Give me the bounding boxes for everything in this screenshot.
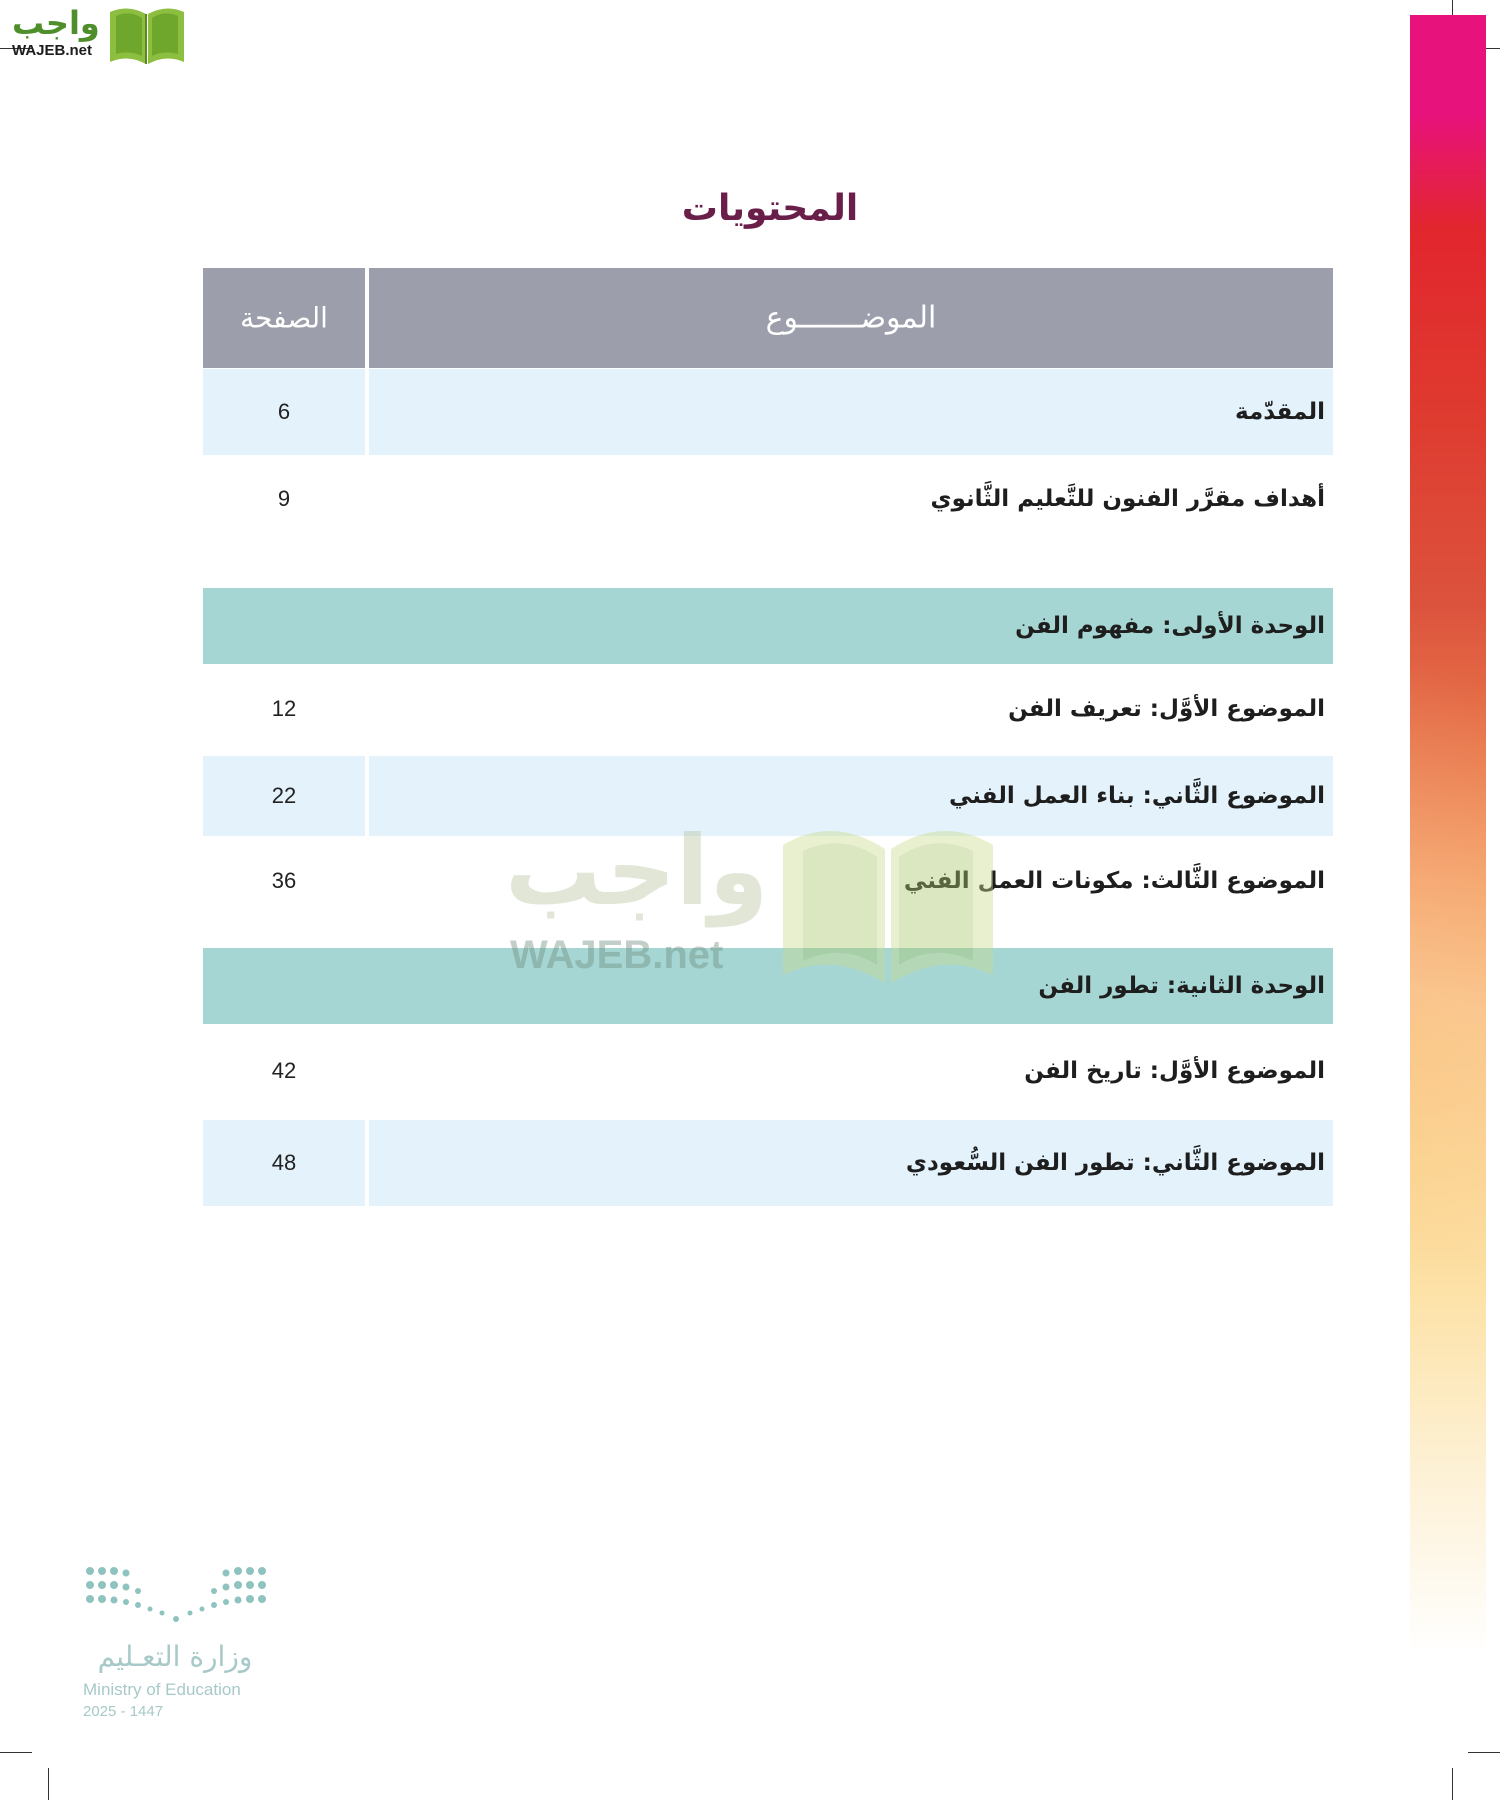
page-cell (203, 1026, 365, 1116)
topic-cell (369, 838, 1333, 924)
site-logo-latin[interactable]: WAJEB.net (12, 42, 93, 59)
page-cell (203, 456, 365, 542)
table-header-row (203, 268, 1333, 368)
crop-mark (1468, 1752, 1500, 1753)
page-number: 36 (271, 868, 297, 893)
table-row[interactable] (203, 756, 1333, 836)
page-number: 12 (271, 696, 297, 721)
topic-cell (369, 1026, 1333, 1116)
topic-cell (369, 666, 1333, 752)
ministry-name-arabic: وزارة التعـليم (97, 1640, 253, 1673)
unit-heading-row[interactable] (203, 948, 1333, 1024)
page-number: 9 (277, 486, 291, 511)
crop-mark (48, 1768, 49, 1800)
unit-heading-label: الوحدة الثانية: تطور الفن (1038, 973, 1325, 999)
page-number: 48 (271, 1150, 297, 1175)
topic-label: المقدّمة (1235, 399, 1325, 425)
page-number: 22 (271, 783, 297, 808)
topic-header-cell (369, 268, 1333, 368)
page-cell (203, 369, 365, 455)
ministry-dots-logo-icon (84, 1565, 268, 1627)
topic-label: الموضوع الثَّالث: مكونات العمل الفني (903, 868, 1325, 894)
site-logo-arabic[interactable]: واجب (12, 4, 100, 42)
table-row[interactable] (203, 1026, 1333, 1116)
crop-mark (1452, 1768, 1453, 1800)
unit-heading-row[interactable] (203, 588, 1333, 664)
unit-heading-label: الوحدة الأولى: مفهوم الفن (1015, 613, 1325, 639)
table-row[interactable] (203, 456, 1333, 542)
topic-label: الموضوع الثَّاني: تطور الفن السُّعودي (905, 1150, 1325, 1176)
topic-label: الموضوع الأوَّل: تعريف الفن (1008, 696, 1325, 722)
page-header-label: الصفحة (240, 301, 328, 335)
topic-cell (369, 369, 1333, 455)
topic-cell (369, 756, 1333, 836)
page-number: 6 (277, 399, 291, 424)
watermark-latin: WAJEB.net (510, 933, 724, 977)
topic-label: أهداف مقرَّر الفنون للتَّعليم الثَّانوي (930, 486, 1325, 512)
page-title: المحتويات (681, 188, 859, 229)
crop-mark (0, 1752, 32, 1753)
table-row[interactable] (203, 1120, 1333, 1206)
topic-cell (369, 1120, 1333, 1206)
page-cell (203, 838, 365, 924)
table-row[interactable] (203, 838, 1333, 924)
page-cell (203, 756, 365, 836)
watermark-arabic: واجب (505, 815, 769, 927)
page-cell (203, 1120, 365, 1206)
ministry-year: 2025 - 1447 (83, 1703, 164, 1720)
topic-label: الموضوع الثَّاني: بناء العمل الفني (949, 783, 1325, 809)
ministry-name-english: Ministry of Education (83, 1680, 241, 1699)
page-header-cell (203, 268, 365, 368)
topic-label: الموضوع الأوَّل: تاريخ الفن (1024, 1058, 1325, 1084)
page-number: 42 (271, 1058, 297, 1083)
book-logo-icon (106, 4, 188, 66)
table-row[interactable] (203, 369, 1333, 455)
table-row[interactable] (203, 666, 1333, 752)
topic-header-label: الموضـــــــوع (765, 300, 937, 336)
topic-cell (369, 456, 1333, 542)
page-cell (203, 666, 365, 752)
decorative-strip-shade (1410, 15, 1486, 1655)
